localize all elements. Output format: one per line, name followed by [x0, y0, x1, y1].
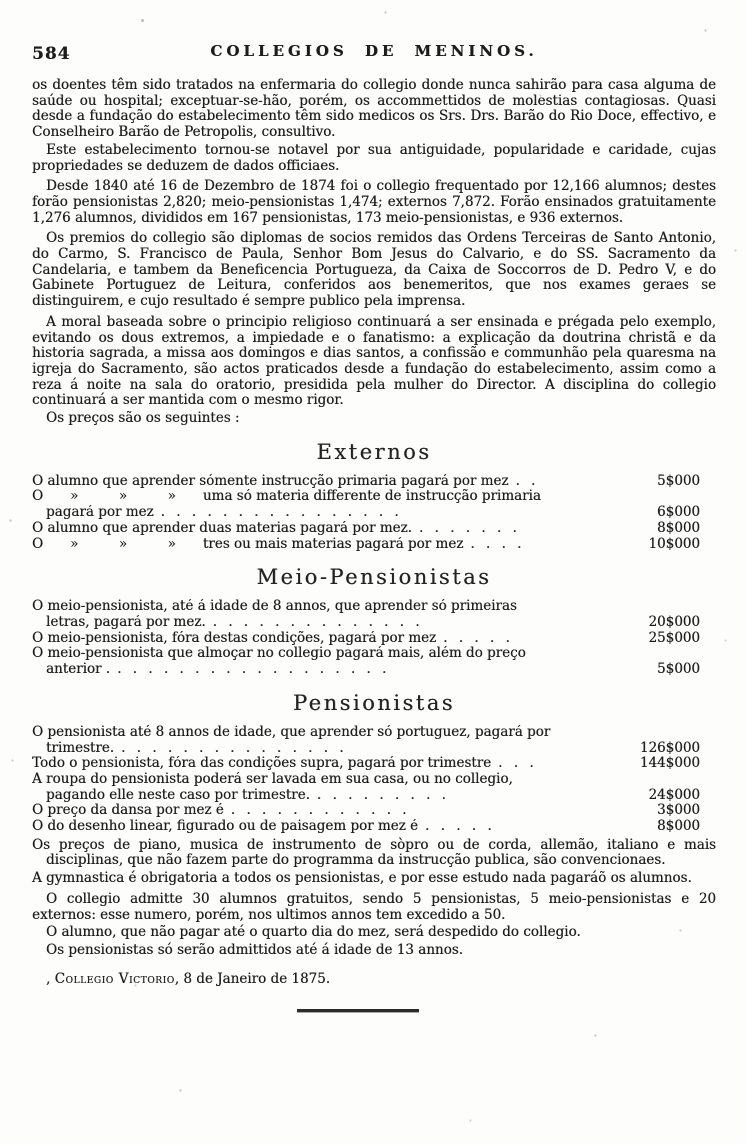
- price-row: [32, 756, 716, 772]
- price-value: 20$000: [648, 614, 700, 630]
- price-item-text: pagando elle neste caso por trimestre.: [46, 787, 310, 803]
- price-item-text: letras, pagará por mez.: [46, 614, 206, 630]
- price-row: [32, 772, 716, 788]
- page-header: [32, 42, 716, 66]
- price-item-text: O » » » tres ou mais materias pagará por mez: [32, 536, 464, 552]
- section-meio-pensionistas: [32, 599, 716, 678]
- leader-dots: . . .: [498, 756, 534, 772]
- price-row: [32, 788, 716, 804]
- price-row: [32, 599, 716, 615]
- paragraph-precos-intro: Os preços são os seguintes :: [46, 410, 240, 427]
- leader-dots: . . . . . . . . . . . . . . . . . .: [117, 662, 387, 678]
- leader-dots: . . . . . . . . . . . . . .: [212, 614, 420, 630]
- page-number: 584: [32, 44, 71, 64]
- price-row: [32, 741, 716, 757]
- paragraph-estatisticas: Desde 1840 até 16 de Dezembro de 1874 foi o collegio frequentado por 12,166 alumnos; destes forão pensionistas 2,820; meio-pensionistas 1,474; externos 7,872. Forão ensinados gratuitamente 1,276 alumnos, divididos em 167 pensionistas, 173 meio-pensionistas, e 936 externos.: [32, 178, 716, 226]
- price-item-text: O pensionista até 8 annos de idade, que aprender só portuguez, pagará por: [32, 724, 551, 740]
- signature-mark: ,: [46, 970, 55, 987]
- price-item-text: O preço da dansa por mez é: [32, 803, 224, 819]
- leader-dots: . . . . .: [425, 819, 492, 835]
- price-value: 6$000: [657, 505, 700, 521]
- section-title-pensionistas: Pensionistas: [292, 690, 456, 715]
- leader-dots: . .: [515, 473, 536, 489]
- price-item-text: pagará por mez: [46, 505, 154, 521]
- price-row: [32, 725, 716, 741]
- price-value: 8$000: [657, 520, 700, 536]
- paragraph-estabelecimento: Este estabelecimento tornou-se notavel por sua antiguidade, popularidade e caridade, cujas propriedades se deduzem de dados officiaes.: [32, 141, 716, 174]
- note-gymnastica: A gymnastica é obrigatoria a todos os pensionistas, e por esse estudo nada pagaráõ os alumnos.: [32, 870, 692, 887]
- section-title-meio-pensionistas: Meio-Pensionistas: [256, 565, 492, 590]
- price-item-text: O meio-pensionista, até á idade de 8 annos, que aprender só primeiras: [32, 599, 517, 615]
- price-value: 5$000: [657, 473, 700, 489]
- signature-line: [32, 972, 716, 988]
- price-item-text: anterior .: [46, 662, 111, 678]
- price-item-text: Todo o pensionista, fóra das condições supra, pagará por trimestre: [32, 756, 492, 772]
- price-row: [32, 537, 716, 553]
- paragraph-premios: Os premios do collegio são diplomas de socios remidos das Ordens Terceiras de Santo Antonio, do Carmo, S. Francisco de Paula, Senhor Bom Jesus do Calvario, e do SS. Sacramento da Candelaria, e tambem da Beneficencia Portugueza, da Caixa de Soccorros de D. Pedro V, e do Gabinete Portuguez de Leitura, conferidos aos benemeritos, que nos exames geraes se distinguirem, e cujo resultado é sempre publico pela imprensa.: [32, 230, 716, 310]
- price-row: [32, 646, 716, 662]
- price-row: [32, 489, 716, 505]
- paragraph-doentes: os doentes têm sido tratados na enfermaria do collegio donde nunca sahirão para casa alguma de saúde ou hospital; exceptuar-se-hão, porém, os accommettidos de molestias contagiosas. Quasi desde a fundação do estabelecimento têm sido medicos os Srs. Drs. Barão do Rio Doce, effectivo, e Conselheiro Barão de Petropolis, consultivo.: [32, 77, 716, 141]
- section-externos: [32, 474, 716, 553]
- price-item-text: O meio-pensionista que almoçar no collegio pagará mais, além do preço: [32, 646, 526, 662]
- price-row: [32, 615, 716, 631]
- section-pensionistas: [32, 725, 716, 835]
- price-row: [32, 521, 716, 537]
- end-rule: [297, 1009, 419, 1012]
- price-value: 144$000: [639, 756, 700, 772]
- price-row: [32, 631, 716, 647]
- paragraph-gratuitos: O collegio admitte 30 alumnos gratuitos, sendo 5 pensionistas, 5 meio-pensionistas e 20 externos: esse numero, porém, nos ultimos annos tem excedido a 50.: [32, 890, 716, 923]
- signature-name: Collegio Victorio: [54, 970, 175, 987]
- paragraph-moral: A moral baseada sobre o principio religioso continuará a ser ensinada e prégada pelo exemplo, evitando os dous extremos, a impiedade e o fanatismo: a explicação da doutrina christã e da historia sagrada, a missa aos domingos e dias santos, a confissão e communhão pela quaresma na igreja do Sacramento, são actos praticados desde a fundação do estabelecimento, assim como a reza á noite na sala do oratorio, presidida pela mulher do Director. A disciplina do collegio continuará a ser mantida com o mesmo rigor.: [32, 313, 716, 409]
- price-item-text: A roupa do pensionista poderá ser lavada em sua casa, ou no collegio,: [32, 771, 513, 787]
- price-item-text: trimestre.: [46, 740, 115, 756]
- leader-dots: . . . . .: [443, 630, 510, 646]
- price-row: [32, 505, 716, 521]
- price-value: 126$000: [639, 740, 700, 756]
- price-item-text: O » » » uma só materia differente de instrucção primaria: [32, 489, 541, 505]
- price-value: 25$000: [648, 630, 700, 646]
- leader-dots: . . . . . . .: [418, 520, 517, 536]
- price-row: [32, 662, 716, 678]
- scan-noise: [0, 0, 1, 1]
- price-value: 5$000: [657, 662, 700, 678]
- leader-dots: . . . . . . . . .: [316, 787, 446, 803]
- signature-date: , 8 de Janeiro de 1875.: [174, 970, 331, 987]
- section-title-externos: Externos: [316, 439, 432, 464]
- note-piano: Os preços de piano, musica de instrumento de sòpro ou de corda, allemão, italiano e mais disciplinas, que não fazem parte do programma da instrucção publica, são convencionaes.: [32, 836, 716, 869]
- price-value: 8$000: [657, 819, 700, 835]
- price-row: [32, 474, 716, 490]
- paragraph-pagamento: O alumno, que não pagar até o quarto dia do mez, será despedido do collegio.: [46, 924, 581, 941]
- price-item-text: O alumno que aprender duas materias pagará por mez.: [32, 520, 412, 536]
- price-row: [32, 819, 716, 835]
- price-value: 3$000: [657, 803, 700, 819]
- leader-dots: . . . . . . . . . . . . . . .: [121, 740, 344, 756]
- leader-dots: . . . . . . . . . . . . . . . .: [160, 505, 399, 521]
- leader-dots: . . . . . . . . . . . .: [230, 803, 407, 819]
- price-item-text: O alumno que aprender sómente instrucção primaria pagará por mez: [32, 473, 509, 489]
- paragraph-idade-limite: Os pensionistas só serão admittidos até á idade de 13 annos.: [46, 941, 463, 958]
- price-item-text: O do desenho linear, figurado ou de paisagem por mez é: [32, 819, 419, 835]
- running-title: COLLEGIOS DE MENINOS.: [210, 42, 538, 60]
- leader-dots: . . . .: [470, 536, 522, 552]
- price-value: 10$000: [648, 536, 700, 552]
- price-value: 24$000: [648, 787, 700, 803]
- price-row: [32, 803, 716, 819]
- price-item-text: O meio-pensionista, fóra destas condições, pagará por mez: [32, 630, 437, 646]
